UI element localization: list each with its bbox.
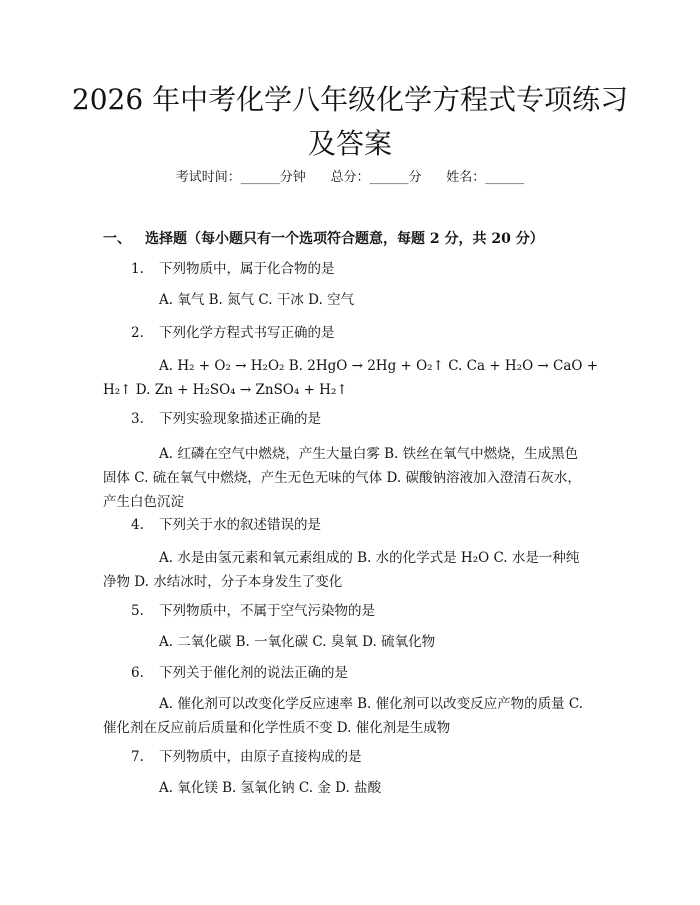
question-text: 下列实验现象描述正确的是 (159, 411, 321, 427)
question-stem (131, 662, 348, 684)
question-options (103, 354, 603, 402)
options-line: 催化剂在反应前后质量和化学性质不变 D. 催化剂是生成物 (103, 720, 451, 736)
options-line: A. 红磷在空气中燃烧，产生大量白雾 B. 铁丝在氧气中燃烧，生成黑色 (159, 446, 579, 462)
question-text: 下列物质中，由原子直接构成的是 (159, 749, 362, 765)
question-options (103, 546, 603, 594)
options-line: A. 水是由氢元素和氧元素组成的 B. 水的化学式是 H₂O C. 水是一种纯 (159, 550, 580, 566)
question-options (103, 630, 603, 654)
options-line: 固体 C. 硫在氧气中燃烧，产生无色无味的气体 D. 碳酸钠溶液加入澄清石灰水， (103, 470, 581, 486)
question-number: 6. (131, 665, 144, 681)
options-line: A. 氧化镁 B. 氢氧化钠 C. 金 D. 盐酸 (159, 780, 382, 796)
section-title: 选择题（每小题只有一个选项符合题意，每题 2 分，共 20 分） (145, 231, 544, 247)
options-line: 净物 D. 水结冰时，分子本身发生了变化 (103, 574, 343, 590)
options-line: A. 催化剂可以改变化学反应速率 B. 催化剂可以改变反应产物的质量 C. (159, 696, 584, 712)
section-number: 一、 (103, 231, 131, 247)
question-stem (131, 746, 362, 768)
question-number: 7. (131, 749, 144, 765)
options-line: A. 氧气 B. 氮气 C. 干冰 D. 空气 (159, 292, 355, 308)
question-text: 下列关于水的叙述错误的是 (159, 517, 321, 533)
question-stem (131, 322, 335, 344)
question-text: 下列化学方程式书写正确的是 (159, 325, 335, 341)
options-line: A. H₂ + O₂ → H₂O₂ B. 2HgO → 2Hg + O₂↑ C. Ca + H₂O → CaO + (159, 358, 599, 374)
question-number: 2. (131, 325, 144, 341)
question-options (103, 288, 603, 312)
question-text: 下列物质中，不属于空气污染物的是 (159, 603, 375, 619)
question-options (103, 692, 603, 740)
options-line: A. 二氧化碳 B. 一氧化碳 C. 臭氧 D. 硫氧化物 (159, 634, 436, 650)
page-title (60, 78, 640, 166)
question-options (103, 442, 603, 514)
options-line: H₂↑ D. Zn + H₂SO₄ → ZnSO₄ + H₂↑ (103, 382, 348, 398)
question-text: 下列关于催化剂的说法正确的是 (159, 665, 348, 681)
question-stem (131, 600, 375, 622)
question-stem (131, 258, 335, 280)
options-line: 产生白色沉淀 (103, 494, 184, 510)
section-heading (103, 228, 544, 250)
question-stem (131, 514, 321, 536)
question-text: 下列物质中，属于化合物的是 (159, 261, 335, 277)
title-line-1: 2026 年中考化学八年级化学方程式专项练习 (71, 83, 629, 116)
question-number: 4. (131, 517, 144, 533)
question-number: 1. (131, 261, 144, 277)
question-number: 3. (131, 411, 144, 427)
title-line-2: 及答案 (307, 127, 392, 160)
question-number: 5. (131, 603, 144, 619)
exam-meta-line: 考试时间：______分钟 总分：______分 姓名：______ (175, 170, 525, 185)
question-stem (131, 408, 321, 430)
question-options (103, 776, 603, 800)
